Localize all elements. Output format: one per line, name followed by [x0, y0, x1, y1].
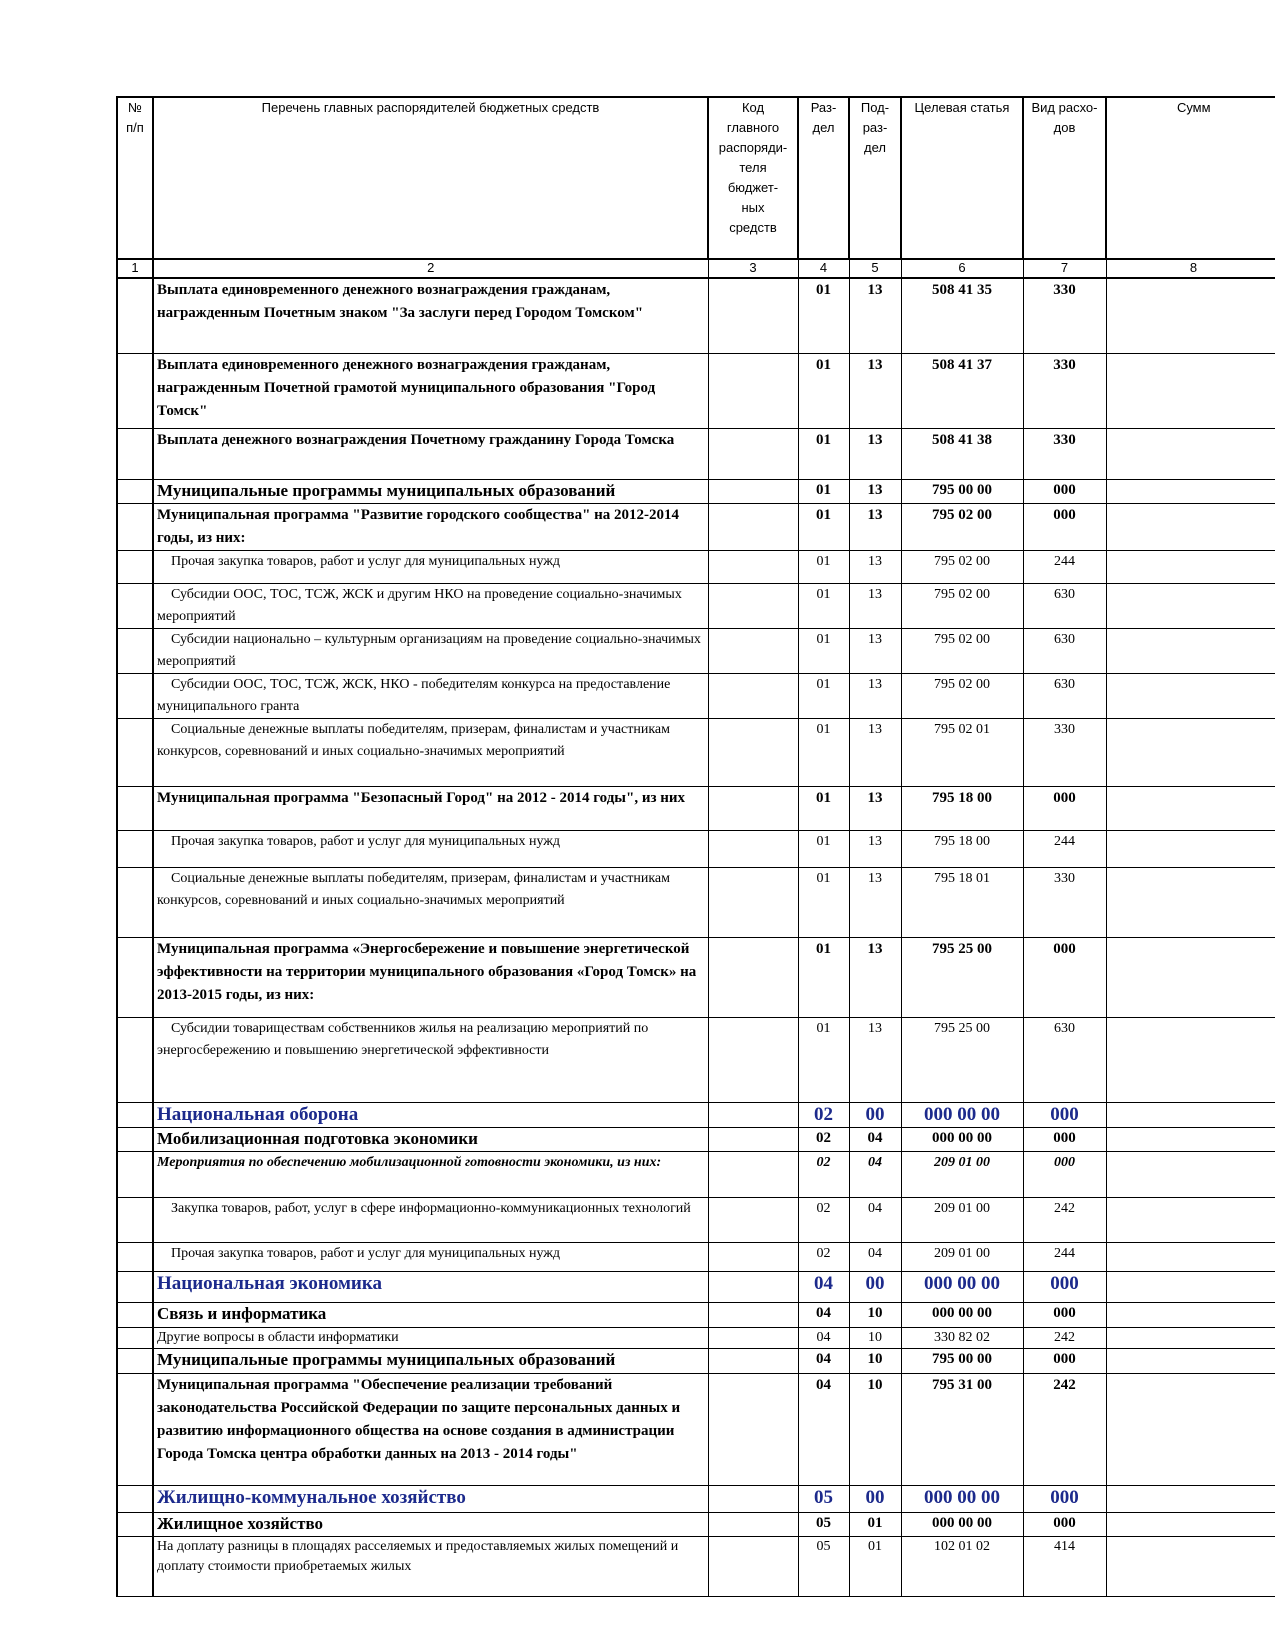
row-razdel: 01: [798, 550, 849, 583]
header-code-line: Код: [741, 100, 765, 115]
row-razdel: 01: [798, 428, 849, 479]
row-razdel: 02: [798, 1102, 849, 1127]
row-name: Социальные денежные выплаты победителям, призерам, финалистам и участникам конкурсов, соревнований и иных социально-значимых мероприятий: [153, 718, 708, 786]
row-target-article: 508 41 38: [901, 428, 1023, 479]
row-expense-type: 330: [1023, 718, 1106, 786]
row-sum: [1106, 1327, 1275, 1348]
row-podrazdel: 13: [849, 830, 901, 867]
row-target-article: 795 02 00: [901, 673, 1023, 718]
row-name: Мобилизационная подготовка экономики: [153, 1127, 708, 1151]
row-name: Прочая закупка товаров, работ и услуг для муниципальных нужд: [153, 550, 708, 583]
header-code-line: ных: [741, 200, 765, 215]
column-number: 6: [901, 259, 1023, 278]
header-expense-line: Вид расхо-: [1031, 100, 1098, 115]
row-expense-type: 242: [1023, 1197, 1106, 1242]
row-code: [708, 1348, 798, 1373]
row-code: [708, 503, 798, 550]
row-target-article: 795 02 00: [901, 503, 1023, 550]
row-expense-type: 000: [1023, 1302, 1106, 1327]
row-target-article: 795 02 00: [901, 583, 1023, 628]
row-target-article: 795 00 00: [901, 479, 1023, 503]
row-number-cell: [117, 1017, 153, 1102]
row-number-cell: [117, 1512, 153, 1536]
row-number-cell: [117, 583, 153, 628]
row-podrazdel: 13: [849, 583, 901, 628]
row-expense-type: 000: [1023, 1271, 1106, 1302]
row-target-article: 795 02 00: [901, 550, 1023, 583]
row-target-article: 000 00 00: [901, 1102, 1023, 1127]
row-podrazdel: 00: [849, 1102, 901, 1127]
row-number-cell: [117, 1348, 153, 1373]
row-expense-type: 414: [1023, 1536, 1106, 1596]
row-razdel: 01: [798, 503, 849, 550]
row-razdel: 02: [798, 1151, 849, 1197]
row-code: [708, 1536, 798, 1596]
table-row: [117, 1151, 1275, 1197]
row-sum: [1106, 1242, 1275, 1271]
row-number-cell: [117, 1536, 153, 1596]
row-name: Другие вопросы в области информатики: [153, 1327, 708, 1348]
table-row: [117, 830, 1275, 867]
row-name: Субсидии национально – культурным организациям на проведение социально-значимых мероприятий: [153, 628, 708, 673]
row-code: [708, 1512, 798, 1536]
header-code-line: средств: [729, 220, 777, 235]
row-razdel: 05: [798, 1485, 849, 1512]
row-number-cell: [117, 1485, 153, 1512]
row-expense-type: 630: [1023, 628, 1106, 673]
row-code: [708, 867, 798, 937]
header-subsection-line: Под-: [860, 100, 890, 115]
row-podrazdel: 01: [849, 1536, 901, 1596]
row-number-cell: [117, 1327, 153, 1348]
row-name: Связь и информатика: [153, 1302, 708, 1327]
row-sum: [1106, 278, 1275, 353]
row-code: [708, 1151, 798, 1197]
row-razdel: 01: [798, 867, 849, 937]
row-number-cell: [117, 1151, 153, 1197]
row-expense-type: 000: [1023, 1348, 1106, 1373]
row-sum: [1106, 867, 1275, 937]
table-row: [117, 718, 1275, 786]
row-razdel: 02: [798, 1242, 849, 1271]
row-sum: [1106, 1485, 1275, 1512]
row-code: [708, 1127, 798, 1151]
row-number-cell: [117, 1102, 153, 1127]
row-target-article: 795 31 00: [901, 1373, 1023, 1485]
column-number: 2: [153, 259, 708, 278]
row-expense-type: 000: [1023, 1485, 1106, 1512]
row-name: Муниципальная программа "Развитие городского сообщества" на 2012-2014 годы, из них:: [153, 503, 708, 550]
row-sum: [1106, 1127, 1275, 1151]
row-sum: [1106, 1271, 1275, 1302]
row-sum: [1106, 937, 1275, 1017]
row-name: Национальная экономика: [153, 1271, 708, 1302]
row-razdel: 01: [798, 786, 849, 830]
row-name: Муниципальная программа "Обеспечение реализации требований законодательства Российской Федерации по защите персональных данных и развитию информационного общества на основе создания в администрации Города Томска центра обработки данных на 2013 - 2014 годы": [153, 1373, 708, 1485]
row-razdel: 01: [798, 718, 849, 786]
row-razdel: 04: [798, 1271, 849, 1302]
row-podrazdel: 13: [849, 628, 901, 673]
header-distributors: Перечень главных распорядителей бюджетных средств: [153, 97, 708, 259]
row-sum: [1106, 583, 1275, 628]
row-number-cell: [117, 1127, 153, 1151]
row-razdel: 02: [798, 1127, 849, 1151]
row-code: [708, 1302, 798, 1327]
row-razdel: 04: [798, 1373, 849, 1485]
row-code: [708, 1373, 798, 1485]
row-number-cell: [117, 503, 153, 550]
row-name: Жилищно-коммунальное хозяйство: [153, 1485, 708, 1512]
row-expense-type: 630: [1023, 1017, 1106, 1102]
row-expense-type: 244: [1023, 830, 1106, 867]
header-code-line: теля: [739, 160, 767, 175]
row-target-article: 209 01 00: [901, 1151, 1023, 1197]
row-name: Субсидии ООС, ТОС, ТСЖ, ЖСК, НКО - победителям конкурса на предоставление муниципального гранта: [153, 673, 708, 718]
row-expense-type: 000: [1023, 937, 1106, 1017]
row-target-article: 795 00 00: [901, 1348, 1023, 1373]
row-target-article: 508 41 35: [901, 278, 1023, 353]
row-code: [708, 1327, 798, 1348]
row-podrazdel: 00: [849, 1271, 901, 1302]
row-expense-type: 630: [1023, 583, 1106, 628]
row-podrazdel: 04: [849, 1127, 901, 1151]
row-name: Муниципальная программа «Энергосбережение и повышение энергетической эффективности на территории муниципального образования «Город Томск» на 2013-2015 годы, из них:: [153, 937, 708, 1017]
row-number-cell: [117, 479, 153, 503]
row-number-cell: [117, 1302, 153, 1327]
header-subsection-line: раз-: [862, 120, 888, 135]
row-podrazdel: 04: [849, 1151, 901, 1197]
row-name: Выплата единовременного денежного вознаграждения гражданам, награжденным Почетной грамотой муниципального образования "Город Томск": [153, 353, 708, 428]
row-code: [708, 673, 798, 718]
header-subsection: [849, 97, 901, 259]
row-sum: [1106, 1151, 1275, 1197]
table-row: [117, 1348, 1275, 1373]
row-expense-type: 244: [1023, 550, 1106, 583]
column-number: 5: [849, 259, 901, 278]
row-podrazdel: 13: [849, 673, 901, 718]
row-name: Национальная оборона: [153, 1102, 708, 1127]
row-code: [708, 583, 798, 628]
row-target-article: 795 02 01: [901, 718, 1023, 786]
row-sum: [1106, 428, 1275, 479]
row-number-cell: [117, 718, 153, 786]
row-code: [708, 830, 798, 867]
row-expense-type: 000: [1023, 503, 1106, 550]
row-podrazdel: 13: [849, 867, 901, 937]
row-sum: [1106, 1102, 1275, 1127]
row-code: [708, 1197, 798, 1242]
row-name: Муниципальные программы муниципальных образований: [153, 479, 708, 503]
row-razdel: 01: [798, 830, 849, 867]
row-razdel: 02: [798, 1197, 849, 1242]
header-section-line: Раз-: [810, 100, 837, 115]
row-target-article: 102 01 02: [901, 1536, 1023, 1596]
row-target-article: 330 82 02: [901, 1327, 1023, 1348]
table-row: [117, 1102, 1275, 1127]
row-name: На доплату разницы в площадях расселяемых и предоставляемых жилых помещений и доплату стоимости приобретаемых жилых: [153, 1536, 708, 1596]
header-expense-type: [1023, 97, 1106, 259]
table-row: [117, 1512, 1275, 1536]
row-razdel: 01: [798, 278, 849, 353]
row-razdel: 01: [798, 1017, 849, 1102]
header-number: № п/п: [117, 97, 153, 259]
row-sum: [1106, 1017, 1275, 1102]
column-number: 4: [798, 259, 849, 278]
table-row: [117, 1197, 1275, 1242]
row-name: Муниципальные программы муниципальных образований: [153, 1348, 708, 1373]
row-razdel: 01: [798, 583, 849, 628]
row-number-cell: [117, 937, 153, 1017]
table-row: [117, 353, 1275, 428]
row-razdel: 01: [798, 628, 849, 673]
row-number-cell: [117, 1271, 153, 1302]
row-podrazdel: 13: [849, 428, 901, 479]
row-sum: [1106, 786, 1275, 830]
header-target-article: Целевая статья: [901, 97, 1023, 259]
row-expense-type: 000: [1023, 1102, 1106, 1127]
row-razdel: 01: [798, 353, 849, 428]
column-number: 3: [708, 259, 798, 278]
row-sum: [1106, 1302, 1275, 1327]
row-podrazdel: 13: [849, 550, 901, 583]
row-target-article: 000 00 00: [901, 1302, 1023, 1327]
row-sum: [1106, 1536, 1275, 1596]
table-header-row: [117, 97, 1275, 259]
header-code-line: главного: [726, 120, 780, 135]
row-sum: [1106, 1373, 1275, 1485]
row-razdel: 05: [798, 1536, 849, 1596]
header-section: [798, 97, 849, 259]
row-podrazdel: 13: [849, 278, 901, 353]
row-code: [708, 550, 798, 583]
table-row: [117, 937, 1275, 1017]
row-code: [708, 1017, 798, 1102]
row-podrazdel: 10: [849, 1302, 901, 1327]
row-target-article: 795 18 01: [901, 867, 1023, 937]
row-name: Субсидии ООС, ТОС, ТСЖ, ЖСК и другим НКО на проведение социально-значимых мероприятий: [153, 583, 708, 628]
row-name: Социальные денежные выплаты победителям, призерам, финалистам и участникам конкурсов, соревнований и иных социально-значимых мероприятий: [153, 867, 708, 937]
row-expense-type: 000: [1023, 1127, 1106, 1151]
row-sum: [1106, 628, 1275, 673]
table-row: [117, 278, 1275, 353]
row-razdel: 04: [798, 1348, 849, 1373]
row-sum: [1106, 479, 1275, 503]
row-target-article: 795 18 00: [901, 786, 1023, 830]
row-razdel: 01: [798, 673, 849, 718]
column-number: 8: [1106, 259, 1275, 278]
row-podrazdel: 13: [849, 503, 901, 550]
table-row: [117, 583, 1275, 628]
row-name: Прочая закупка товаров, работ и услуг для муниципальных нужд: [153, 830, 708, 867]
row-expense-type: 000: [1023, 786, 1106, 830]
table-row: [117, 428, 1275, 479]
row-code: [708, 479, 798, 503]
row-expense-type: 630: [1023, 673, 1106, 718]
row-expense-type: 330: [1023, 353, 1106, 428]
row-podrazdel: 13: [849, 353, 901, 428]
row-sum: [1106, 1197, 1275, 1242]
row-podrazdel: 00: [849, 1485, 901, 1512]
row-name: Субсидии товариществам собственников жилья на реализацию мероприятий по энергосбережению и повышению энергетической эффективности: [153, 1017, 708, 1102]
row-razdel: 01: [798, 479, 849, 503]
row-target-article: 000 00 00: [901, 1485, 1023, 1512]
row-code: [708, 1485, 798, 1512]
row-number-cell: [117, 1197, 153, 1242]
row-name: Прочая закупка товаров, работ и услуг для муниципальных нужд: [153, 1242, 708, 1271]
row-podrazdel: 10: [849, 1373, 901, 1485]
header-section-line: дел: [812, 120, 835, 135]
row-name: Выплата денежного вознаграждения Почетному гражданину Города Томска: [153, 428, 708, 479]
table-row: [117, 1242, 1275, 1271]
table-row: [117, 1536, 1275, 1596]
row-podrazdel: 13: [849, 937, 901, 1017]
row-expense-type: 330: [1023, 278, 1106, 353]
row-number-cell: [117, 786, 153, 830]
table-row: [117, 1127, 1275, 1151]
row-code: [708, 937, 798, 1017]
row-target-article: 795 02 00: [901, 628, 1023, 673]
row-target-article: 795 25 00: [901, 937, 1023, 1017]
row-expense-type: 330: [1023, 428, 1106, 479]
row-number-cell: [117, 353, 153, 428]
row-code: [708, 1242, 798, 1271]
row-target-article: 000 00 00: [901, 1271, 1023, 1302]
header-expense-line: дов: [1053, 120, 1076, 135]
table-row: [117, 628, 1275, 673]
row-target-article: 795 18 00: [901, 830, 1023, 867]
table-row: [117, 550, 1275, 583]
column-number: 7: [1023, 259, 1106, 278]
row-sum: [1106, 718, 1275, 786]
row-razdel: 01: [798, 937, 849, 1017]
row-expense-type: 330: [1023, 867, 1106, 937]
row-podrazdel: 13: [849, 1017, 901, 1102]
table-row: [117, 1373, 1275, 1485]
row-target-article: 508 41 37: [901, 353, 1023, 428]
row-target-article: 000 00 00: [901, 1512, 1023, 1536]
row-expense-type: 244: [1023, 1242, 1106, 1271]
row-code: [708, 628, 798, 673]
row-number-cell: [117, 550, 153, 583]
header-code: [708, 97, 798, 259]
row-podrazdel: 10: [849, 1348, 901, 1373]
row-podrazdel: 04: [849, 1197, 901, 1242]
row-number-cell: [117, 278, 153, 353]
table-row: [117, 503, 1275, 550]
row-name: Выплата единовременного денежного вознаграждения гражданам, награжденным Почетным знаком "За заслуги перед Городом Томском": [153, 278, 708, 353]
row-razdel: 05: [798, 1512, 849, 1536]
header-code-line: распоряди-: [718, 140, 788, 155]
row-sum: [1106, 1348, 1275, 1373]
row-code: [708, 428, 798, 479]
row-sum: [1106, 1512, 1275, 1536]
row-sum: [1106, 503, 1275, 550]
row-number-cell: [117, 1242, 153, 1271]
table-row: [117, 1327, 1275, 1348]
table-row: [117, 786, 1275, 830]
column-number-row: [117, 259, 1275, 278]
row-number-cell: [117, 428, 153, 479]
row-target-article: 000 00 00: [901, 1127, 1023, 1151]
row-sum: [1106, 830, 1275, 867]
row-name: Мероприятия по обеспечению мобилизационной готовности экономики, из них:: [153, 1151, 708, 1197]
row-name: Закупка товаров, работ, услуг в сфере информационно-коммуникационных технологий: [153, 1197, 708, 1242]
row-expense-type: 000: [1023, 1151, 1106, 1197]
row-razdel: 04: [798, 1327, 849, 1348]
row-razdel: 04: [798, 1302, 849, 1327]
table-row: [117, 673, 1275, 718]
row-code: [708, 1102, 798, 1127]
row-expense-type: 000: [1023, 479, 1106, 503]
row-sum: [1106, 673, 1275, 718]
table-row: [117, 1271, 1275, 1302]
table-row: [117, 1302, 1275, 1327]
row-podrazdel: 01: [849, 1512, 901, 1536]
header-code-line: бюджет-: [727, 180, 779, 195]
row-sum: [1106, 550, 1275, 583]
row-code: [708, 278, 798, 353]
row-code: [708, 1271, 798, 1302]
row-expense-type: 000: [1023, 1512, 1106, 1536]
header-sum: Сумм: [1106, 97, 1275, 259]
row-expense-type: 242: [1023, 1373, 1106, 1485]
row-number-cell: [117, 830, 153, 867]
row-target-article: 209 01 00: [901, 1242, 1023, 1271]
table-row: [117, 867, 1275, 937]
row-code: [708, 718, 798, 786]
column-number: 1: [117, 259, 153, 278]
row-number-cell: [117, 867, 153, 937]
row-name: Жилищное хозяйство: [153, 1512, 708, 1536]
table-row: [117, 479, 1275, 503]
row-code: [708, 786, 798, 830]
table-row: [117, 1017, 1275, 1102]
table-body: [117, 278, 1275, 1596]
row-expense-type: 242: [1023, 1327, 1106, 1348]
row-number-cell: [117, 673, 153, 718]
row-podrazdel: 13: [849, 479, 901, 503]
row-target-article: 795 25 00: [901, 1017, 1023, 1102]
row-code: [708, 353, 798, 428]
row-number-cell: [117, 1373, 153, 1485]
row-number-cell: [117, 628, 153, 673]
row-podrazdel: 10: [849, 1327, 901, 1348]
table-row: [117, 1485, 1275, 1512]
budget-table: [116, 96, 1275, 1597]
row-target-article: 209 01 00: [901, 1197, 1023, 1242]
row-podrazdel: 13: [849, 786, 901, 830]
header-subsection-line: дел: [864, 140, 886, 155]
row-podrazdel: 04: [849, 1242, 901, 1271]
row-name: Муниципальная программа "Безопасный Город" на 2012 - 2014 годы", из них: [153, 786, 708, 830]
row-podrazdel: 13: [849, 718, 901, 786]
row-sum: [1106, 353, 1275, 428]
